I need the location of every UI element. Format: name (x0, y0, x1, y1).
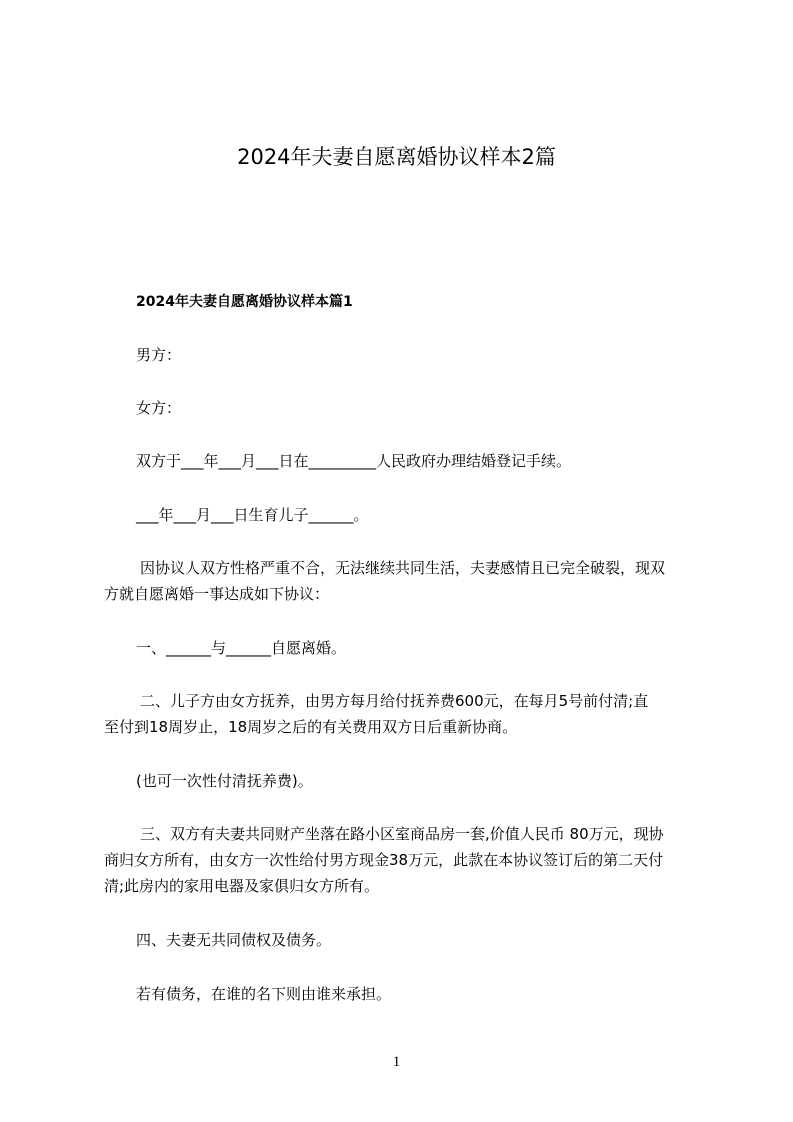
document-title: 2024年夫妻自愿离婚协议样本2篇 (237, 145, 556, 169)
page-number: 1 (392, 1054, 401, 1070)
paragraph-female-party: 女方： (136, 399, 182, 417)
clause-2-note: (也可一次性付清抚养费)。 (136, 772, 313, 790)
clause-4: 四、夫妻无共同债权及债务。 (136, 931, 332, 949)
clause-3-line-3: 清;此房内的家用电器及家俱归女方所有。 (104, 877, 380, 895)
clause-2-line-2: 至付到18周岁止，18周岁之后的有关费用双方日后重新协商。 (104, 718, 518, 736)
paragraph-marriage-registration: 双方于___年___月___日在_________人民政府办理结婚登记手续。 (136, 452, 572, 470)
paragraph-reason-line-2: 方就自愿离婚一事达成如下协议： (104, 585, 330, 603)
clause-4-note: 若有债务，在谁的名下则由谁来承担。 (136, 985, 392, 1003)
clause-1: 一、______与______自愿离婚。 (136, 639, 347, 657)
paragraph-reason-line-1: 因协议人双方性格严重不合，无法继续共同生活，夫妻感情且已完全破裂，现双 (140, 559, 666, 577)
paragraph-male-party: 男方： (136, 346, 182, 364)
clause-3-line-1: 三、双方有夫妻共同财产坐落在路小区室商品房一套,价值人民币 80万元，现协 (140, 825, 664, 843)
clause-3-line-2: 商归女方所有，由女方一次性给付男方现金38万元，此款在本协议签订后的第二天付 (104, 851, 664, 869)
paragraph-child-birth: ___年___月___日生育儿子______。 (136, 506, 369, 524)
clause-2-line-1: 二、儿子方由女方抚养，由男方每月给付抚养费600元，在每月5号前付清;直 (140, 692, 649, 710)
section-heading: 2024年夫妻自愿离婚协议样本篇1 (136, 294, 353, 310)
